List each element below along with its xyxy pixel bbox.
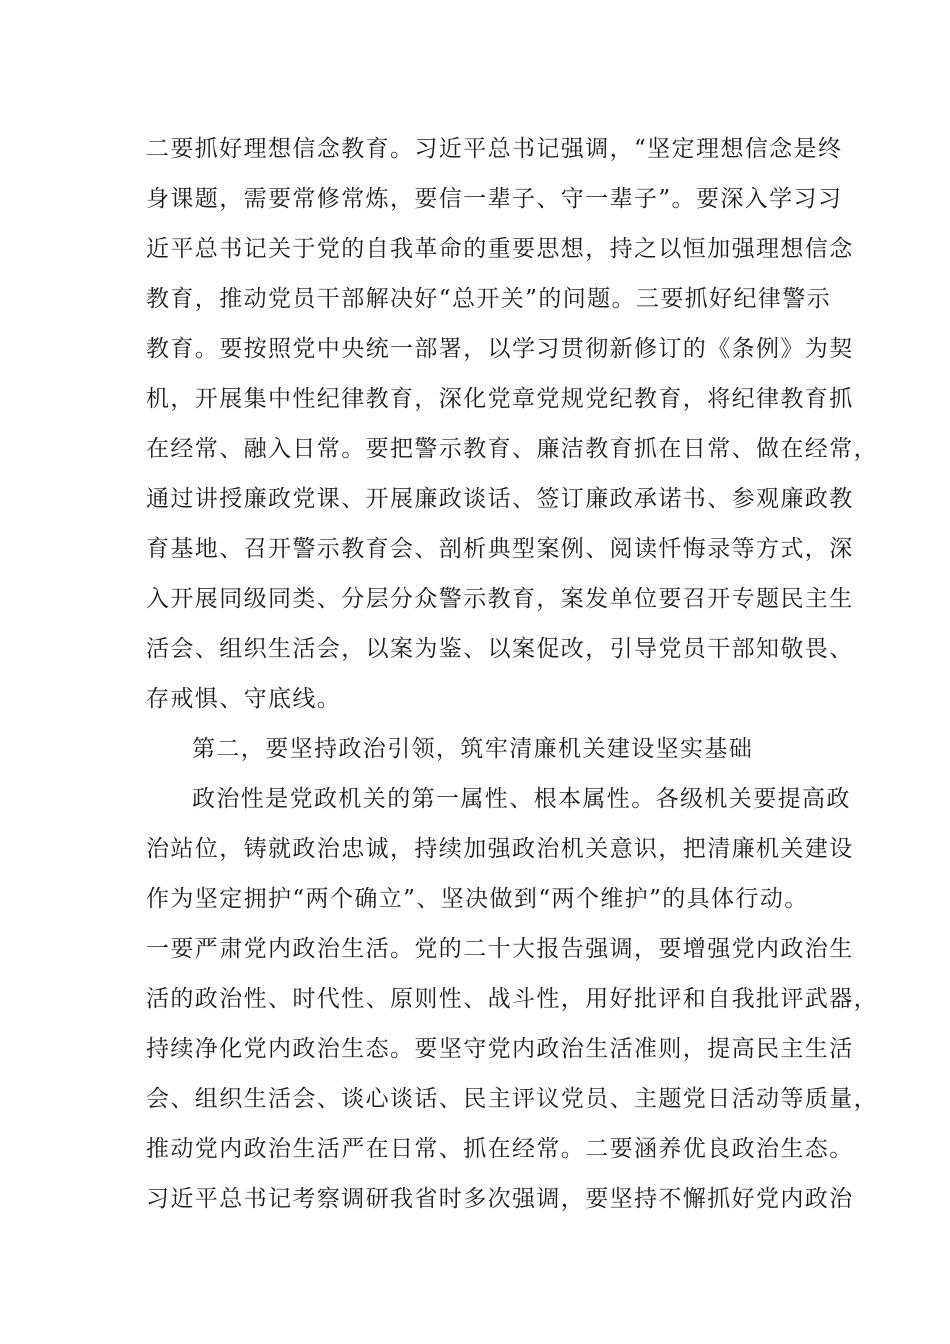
text-line: 政治性是党政机关的第一属性、根本属性。各级机关要提高政	[192, 786, 851, 812]
text-line: 推动党内政治生活严在日常、抓在经常。二要涵养优良政治生态。	[146, 1136, 854, 1162]
text-line: 一要严肃党内政治生活。党的二十大报告强调，要增强党内政治生	[146, 936, 854, 962]
text-line: 存戒惧、守底线。	[146, 686, 342, 712]
text-line: 习近平总书记考察调研我省时多次强调，要坚持不懈抓好党内政治	[146, 1186, 854, 1212]
text-line: 教育。要按照党中央统一部署，以学习贯彻新修订的《条例》为契	[146, 336, 854, 362]
text-line: 机，开展集中性纪律教育，深化党章党规党纪教育，将纪律教育抓	[146, 386, 854, 412]
text-line: 作为坚定拥护“两个确立”、坚决做到“两个维护”的具体行动。	[146, 886, 809, 912]
text-line: 通过讲授廉政党课、开展廉政谈话、签订廉政承诺书、参观廉政教	[146, 486, 854, 512]
text-line: 活会、组织生活会，以案为鉴、以案促改，引导党员干部知敬畏、	[146, 636, 854, 662]
text-line: 治站位，铸就政治忠诚，持续加强政治机关意识，把清廉机关建设	[146, 836, 854, 862]
text-line: 教育，推动党员干部解决好“总开关”的问题。三要抓好纪律警示	[146, 286, 832, 312]
text-line: 在经常、融入日常。要把警示教育、廉洁教育抓在日常、做在经常，	[146, 436, 878, 462]
text-line: 活的政治性、时代性、原则性、战斗性，用好批评和自我批评武器，	[146, 986, 878, 1012]
text-line: 会、组织生活会、谈心谈话、民主评议党员、主题党日活动等质量，	[146, 1086, 878, 1112]
text-line: 育基地、召开警示教育会、剖析典型案例、阅读忏悔录等方式，深	[146, 536, 854, 562]
text-line: 持续净化党内政治生态。要坚守党内政治生活准则，提高民主生活	[146, 1036, 854, 1062]
text-line: 身课题，需要常修常炼，要信一辈子、守一辈子”。要深入学习习	[146, 186, 843, 212]
text-line: 近平总书记关于党的自我革命的重要思想，持之以恒加强理想信念	[146, 236, 854, 262]
section-heading: 第二，要坚持政治引领，筑牢清廉机关建设坚实基础	[192, 736, 754, 762]
text-line: 入开展同级同类、分层分众警示教育，案发单位要召开专题民主生	[146, 586, 854, 612]
text-line: 二要抓好理想信念教育。习近平总书记强调，“坚定理想信念是终	[146, 136, 843, 162]
